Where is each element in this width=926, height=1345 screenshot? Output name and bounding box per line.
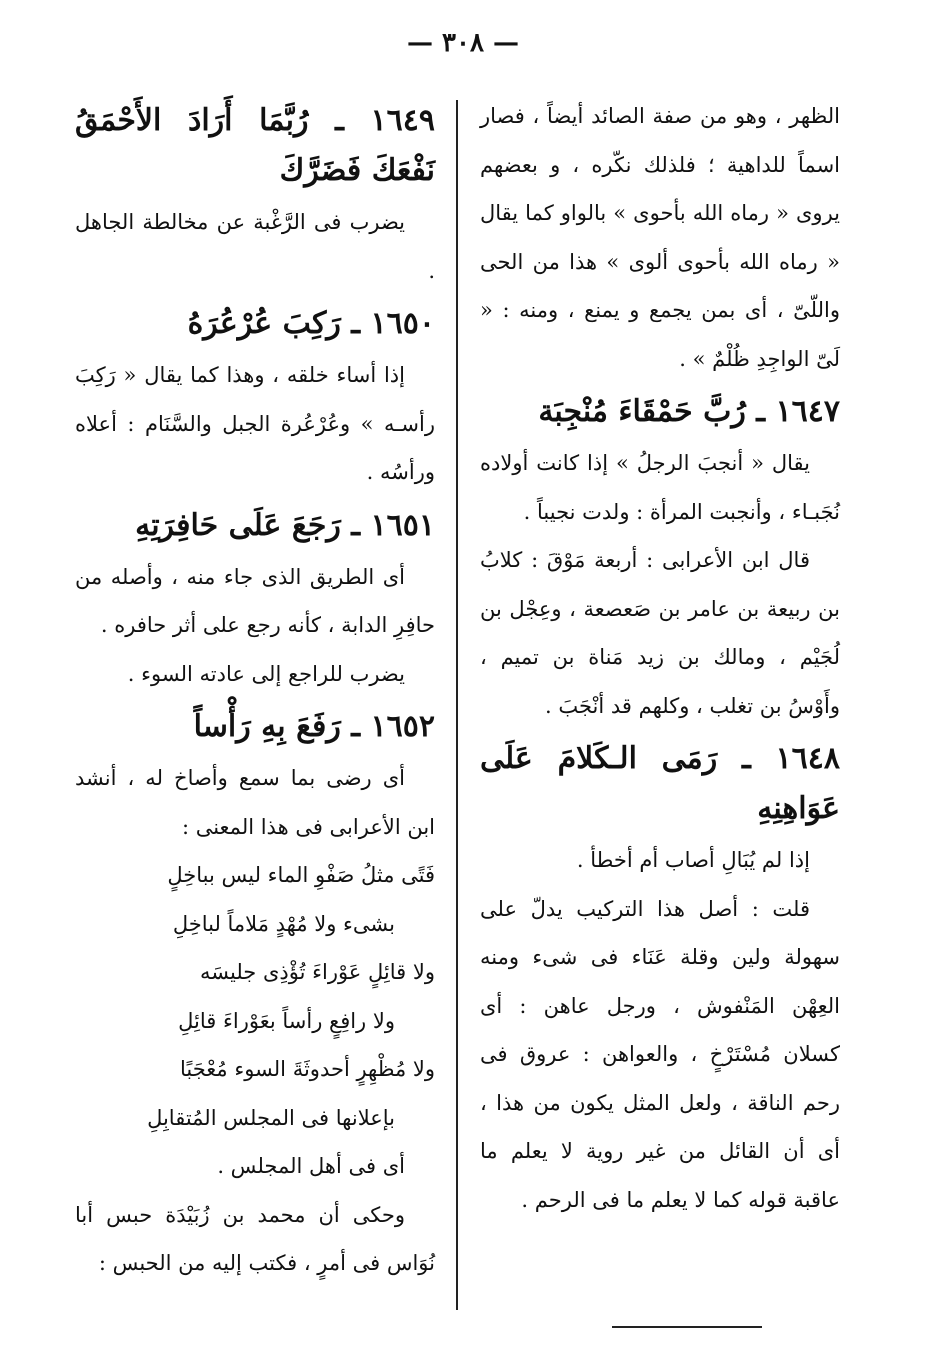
paragraph: قلت : أصل هذا التركيب يدلّ على سهولة ولين وقلة عَنَاء فى شىء ومنه العِهْن المَنْفوش ، ورجل عاهن : أى كسلان مُسْتَرْخٍ ، والعواهن : عروق فى رحم الناقة ، ولعل المثل يكون من هذا ، أى أن القائل من غير روية لا يعلم ما عاقبة قوله كما لا يعلم ما فى الرحم . [480, 896, 840, 1212]
paragraph: أى فى أهل المجلس . [217, 1154, 405, 1178]
proverb-heading-1652: ١٦٥٢ ـ رَفَعَ بِهِ رَأْساً [193, 709, 435, 744]
paragraph: إذا أساء خلقه ، وهذا كما يقال « رَكِبَ رأسـه » وعُرْعُرة الجبل والسَّنَام : أعلاه ورأسُه . [75, 363, 435, 484]
proverb-heading-1647: ١٦٤٧ ـ رُبَّ حَمْقَاءَ مُنْجِبَة [538, 394, 840, 429]
footer-rule [612, 1326, 762, 1328]
verse-line: فَتًى مثلُ صَفْوِ الماء ليس بباخِلٍ [167, 863, 435, 887]
page-number: — ٣٠٨ — [406, 28, 520, 58]
verse-line: ولا رافِعٍ رأساً بعَوْراءَ قائِلِ [178, 1008, 395, 1033]
proverb-heading-1649: ١٦٤٩ ـ رُبَّمَا أَرَادَ الأَحْمَقُ نَفْعَكَ فَضَرَّكَ [75, 103, 435, 188]
column-divider [456, 100, 458, 1310]
proverb-heading-1648: ١٦٤٨ ـ رَمَى الـكَلامَ عَلَى عَوَاهِنِهِ [480, 741, 840, 826]
paragraph: إذا لم يُبَالِ أصاب أم أخطأ . [576, 848, 810, 872]
paragraph: أى الطريق الذى جاء منه ، وأصله من حافِرِ الدابة ، كأنه رجع على أثر حافره . [75, 564, 435, 637]
paragraph: الظهر ، وهو من صفة الصائد أيضاً ، فصار اسماً للداهية ؛ فلذلك نكّره ، و بعضهم يروى « رماه الله بأحوى » بالواو كما يقال « رماه الله بأحوى ألوى » هذا من الحى واللّىّ ، أى بمن يجمع و يمنع ، ومنه : « لَىّ الواجِدِ ظُلْمٌ » . [480, 104, 840, 371]
proverb-heading-1650: ١٦٥٠ ـ رَكِبَ عُرْعُرَهُ [187, 306, 435, 341]
paragraph: يضرب فى الرَّغْبة عن مخالطة الجاهل . [75, 210, 435, 283]
paragraph: يقال « أنجبَ الرجلُ » إذا كانت أولاده نُجَبـاء ، وأنجبت المرأة : ولدت نجيباً . [480, 451, 840, 524]
left-column [75, 92, 435, 1288]
paragraph: وحكى أن محمد بن زُبَيْدَة حبس أبا نُوَاس فى أمرٍ ، فكتب إليه من الحبس : [75, 1202, 435, 1275]
verse-line: ولا مُظْهِرٍ أحدوثَةَ السوء مُعْجَبًا [179, 1057, 435, 1081]
paragraph: أى رضى بما سمع وأصاخ له ، أنشد ابن الأعرابى فى هذا المعنى : [75, 766, 435, 839]
verse-line: ولا قائِلٍ عَوْراءَ تُؤْذِى جليسَه [200, 960, 435, 984]
verse-line: بإعلانها فى المجلس المُتقابِلِ [147, 1105, 395, 1130]
paragraph: قال ابن الأعرابى : أربعة مَوْقَ : كلابُ بن ربيعة بن عامر بن صَعصعة ، وعِجْل بن لُجَيْم ، ومالك بن زيد مَناة بن تميم ، وأَوْسُ بن تغلب ، وكلهم قد أنْجَبَ . [480, 548, 840, 718]
paragraph: يضرب للراجع إلى عادته السوء . [127, 661, 405, 686]
right-column [480, 92, 840, 1224]
verse-line: بشىء ولا مُهْدٍ مَلاماً لباخِلِ [172, 911, 395, 936]
proverb-heading-1651: ١٦٥١ ـ رَجَعَ عَلَى حَافِرَتِهِ [135, 507, 435, 543]
